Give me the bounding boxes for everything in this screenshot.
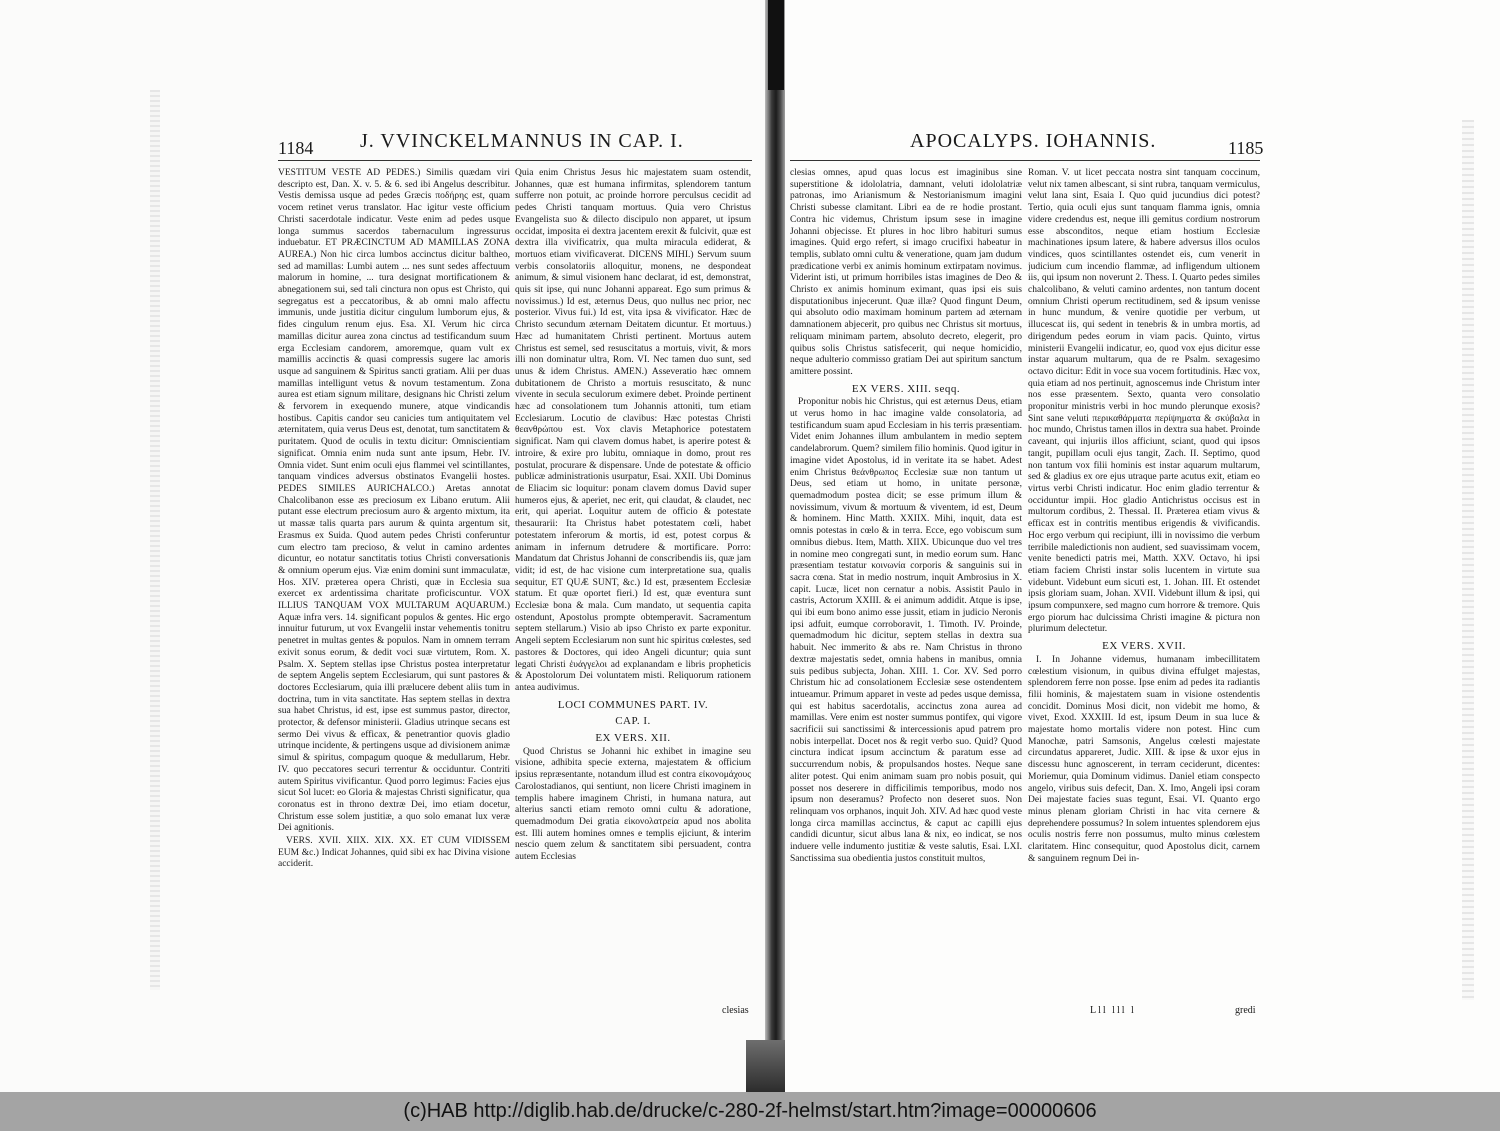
section-heading: EX VERS. XII. [595, 732, 671, 745]
section-heading: LOCI COMMUNES PART. IV. [557, 698, 709, 711]
paragraph: Roman. V. ut licet peccata nostra sint tanquam coccinum, velut nix tamen albescant, si sint rubra, tanquam vermiculus, velut lana sint, Esaia I. Quo quid jucundius dici potest? Tertio, quia oculi ejus sunt tanquam flamma ignis, omnia videre credendus est, neque illi gemitus cordium nostrorum esse absconditos, neque etiam hostium Ecclesiæ machinationes ipsum latere, & habere adversus illos oculos vindices, quos scintillantes ostendet eis, cum venerit in judicium cum incendio flammæ, ad infligendum ultionem iis, qui ipsum non noverunt 2. Thess. I. Quarto pedes similes chalcolibano, & veluti camino ardentes, non tantum docent omnium Christi operum rectitudinem, sed & ipsum venisse in hunc mundum, & venire quotidie per verbum, ut illucescat iis, qui sedent in tenebris & in umbra mortis, ad dirigendum pedes eorum in viam pacis. Quinto, virtus ministerii Evangelii indicatur, eo, quod vox ejus dicitur esse instar aquarum multarum, qua de re Psalm. sexagesimo octavo dicitur: Edit in voce sua vocem fortitudinis. Hæc vox, quia etiam ad nos pertinuit, agnoscemus inde Christum inter nos esse præsentem. Sexto, quanta vero consolatio proponitur ministris verbi in hoc mundo plerunque exosis? Sint sane veluti περικαθάρματα περίψηματα & σκύβαλα in hoc mundo, Christus tamen illos in dextra sua habet. Proinde caveant, qui injuriis illos afficiunt, sciant, quod qui ipsos tangit, pupillam oculi ejus tangit, Zach. II. Septimo, quod non tantum vox filii hominis est instar aquarum multarum, sed & gladius ex ore ejus utraque parte acutus exit, etiam eo virtus verbi Christi indicatur. Hoc enim gladio terrentur & occiduntur impii. Hoc gladio Antichristus occisus est in multorum cordibus, 2. Thessal. II. Præterea etiam vivus & efficax est in contritis mentibus erigendis & vivificandis. Hoc ergo verbum qui recipiunt, illi in novissimo die verbum terribile maledictionis non audient, sed suavissimam vocem, venite benedicti patris mei, Matth. XXV. Octavo, hi ipsi etiam faciem Christi instar solis lucentem in virtute sua videbunt. Videbunt eum sicuti est, 1. Johan. III. Et ostendet ipsis gloriam suam, Johan. XVII. Videbunt illum & ipsi, qui ipsum compunxere, sed magno cum horrore & tremore. Quis ergo piorum hac dulcissima Christi imagine & pictura non plurimum delectetur. [1028, 168, 1260, 635]
right-column-2 [1028, 168, 1260, 1003]
right-running-head: APOCALYPS. IOHANNIS. [910, 130, 1157, 152]
book-gutter [765, 0, 787, 1092]
right-catchword: gredi [1235, 1005, 1256, 1016]
paragraph: Proponitur nobis hic Christus, qui est æternus Deus, etiam ut verus homo in hac imagine valde consolatoria, ad testificandum suam apud Ecclesiam in his terris præsentiam. Videt enim Johannes illum ambulantem in medio septem candelabrorum. Quem? similem filio hominis. Quod igitur in imagine videt Apostolus, id in veritate ita se habet. Adest enim Christus θεάνθρωπος Ecclesiæ suæ non tantum ut Deus, sed etiam ut homo, in unitate personæ, quemadmodum postea dicit; se esse primum illum & novissimum, vivum & mortuum & viventem, id est, Deum & hominem. Hinc Matth. XXIIX. Mihi, inquit, data est omnis potestas in cœlo & in terra. Ecce, ego vobiscum sum omnibus diebus. Item, Matth. XIIX. Ubicunque duo vel tres in nomine meo congregati sunt, in medio eorum sum. Hanc præsentiam testatur κοινωνία corporis & sanguinis sui in sacra cœna. Stat in medio nostrum, inquit Ambrosius in X. capit. Lucæ, licet non cernatur a nobis. Assistit Paulo in castris, Actorum XXIII. & ei animum addidit. Atque is ipse, qui ibi eum bono animo esse jussit, etiam in judicio Neronis ipsi adfuit, eumque corroboravit, 1. Timoth. IV. Proinde, quemadmodum hic dicitur, septem stellas in dextra sua habuit. Nec immerito & abs re. Nam Christus in throno dextræ majestatis sedet, omnia habens in manibus, omnia suis pedibus subjecta, Johan. XIII. 1. Cor. XV. Sed porro Christum hic ad consolationem Ecclesiæ sese ostendentem intueamur. Primum apparet in veste ad pedes usque demissa, qui est habitus sacerdotalis, accinctus zona aurea ad mamillas. Vere enim est noster summus pontifex, qui vigore sacrificii sui sanctissimi & intercessionis apud patrem pro nobis interpellat. Docet nos & regit verbo suo. Quid? Quod cinctura indicat ipsum accinctum & paratum esse ad succurrendum nobis, & propulsandos hostes. Neque sane aliter potest. Qui enim animam suam pro nobis posuit, qui posset nos deserere in difficilimis temporibus, modo nos ipsum non deseramus? Profecto non deseret suos. Non relinquam vos orphanos, inquit Joh. XIV. Ad hæc quod veste longa circa mamillas accinctus, & caput ac capilli ejus candidi dicuntur, sicut albus lana & nix, eo indicat, se nos induere velle indumento justitiæ & veste salutis, Esai. LXI. Sanctissima sua obedientia justos constituit multos, [790, 397, 1022, 864]
paragraph: Quia enim Christus Jesus hic majestatem suam ostendit, Johannes, quæ est humana infirmitas, splendorem tantum sufferre non potuit, ac proinde horrore perculsus cecidit ad pedes Christi tanquam mortuus. Quia vero Christus Evangelista suo & dilecto discipulo non apparet, ut ipsum occidat, imposita ei dextra jacentem erexit & fulcivit, quæ est dextra illa vivificatrix, qua multa miracula ediderat, & mortuos etiam vivificaverat. DICENS MIHI.) Servum suum verbis consolatoriis alloquitur, monens, ne despondeat animum, & simul visionem hanc declarat, id est, demonstrat, quis sit ipse, qui nunc Johanni appareat. Ego sum primus & novissimus.) Id est, æternus Deus, quo nullus nec prior, nec posterior. Vivus fui.) Id est, vita ipsa & vivificator. Hæc de Christo secundum æternam Deitatem dicuntur. Et mortuus.) Hæc ad humanitatem Christi pertinent. Mortuus autem Christus est semel, sed resuscitatus a mortuis, vivit, & mors illi non dominatur ultra, Rom. VI. Nec tamen duo sunt, sed unus & idem Christus. AMEN.) Asseveratio hæc omnem dubitationem de Christo a mortuis resuscitato, & nunc vivente in secula seculorum eximere debet. Proinde pertinent hæc ad consolationem tum Johannis attoniti, tum etiam Ecclesiarum. Locutio de clavibus: Hæc potestas Christi θεανθρώπου est. Vox clavis Metaphorice potestatem significat. Nam qui clavem domus habet, is aperire potest & introire, & exire pro lubitu, omniaque in domo, prout res postulat, procurare & dispensare. Unde de potestate & officio publicæ administrationis usurpatur, Esai. XXII. Ubi Dominus de Eliacim sic loquitur: ponam clavem domus David super humeros ejus, & aperiet, nec erit, qui claudat, & claudet, nec erit, qui aperiat. Loquitur autem de officio & potestate thesaurarii: Ita Christus habet potestatem cœli, habet potestatem inferorum & mortis, id est, potest corpus & animam in infernum detrudere & mortificare. Porro: Mandatum dat Christus Johanni de conscribendis iis, quæ jam vidit; id est, de hac visione cum interpretatione sua, qualis sequitur, ET QUÆ SUNT, &c.) Id est, præsentem Ecclesiæ statum. Et quæ oportet fieri.) Id est, quæ eventura sunt Ecclesiæ bona & mala. Cum mandato, ut sequentia capita ostendunt, Apostolus prompte obtemperavit. Sacramentum septem stellarum.) Visio ab ipso Christo ex parte exponitur. Angeli septem Ecclesiarum non sunt hic spiritus cœlestes, sed pastores & Doctores, qui ideo Angeli dicuntur; quia sunt legati Christi ἐυάγγελοι ad explanandam e libris propheticis & Apostolorum Dei voluntatem misti. Reliquorum rationem antea audivimus. [515, 168, 751, 693]
left-column-2 [515, 168, 751, 983]
left-page-number: 1184 [278, 138, 314, 158]
left-column-1 [278, 168, 510, 983]
right-page [785, 0, 1500, 1092]
left-running-head: J. VVINCKELMANNUS IN CAP. I. [360, 130, 684, 152]
section-heading: EX VERS. XIII. seqq. [851, 382, 961, 395]
page-edge-right [1462, 120, 1474, 1000]
binding-clip-top [768, 0, 784, 90]
signature-mark: Lll lll l [1090, 1005, 1136, 1016]
left-page [0, 0, 767, 1092]
section-heading: EX VERS. XVII. [1102, 640, 1186, 653]
section-heading: CAP. I. [615, 715, 651, 728]
paragraph: VERS. XVII. XIIX. XIX. XX. ET CUM VIDISSEM EUM &c.) Indicat Johannes, quid sibi ex hac Divina visione acciderit. [278, 836, 510, 870]
paragraph: VESTITUM VESTE AD PEDES.) Similis quædam viri descripto est, Dan. X. v. 5. & 6. sed ibi Angelus describitur. Vestis demissa usque ad pedes Græcis ποδήρης est, quam vocem retinet verus translator. Hac igitur veste officium Christi sacerdotale indicatur. Veste enim ad pedes usque longa summus sacerdos tabernaculum ingressurus induebatur. ET PRÆCINCTUM AD MAMILLAS ZONA AUREA.) Non hic circa lumbos accinctus dicitur baltheo, sed ad mamillas: Lumbi autem ... nes sunt sedes affectuum malorum in homine, ... tura designat mortificationem & abnegationem sui, sed tali cinctura non opus est Christo, qui segregatus est a peccatoribus, & ab omni malo affectu immunis, unde justitia dicitur cingulum lumborum ejus, & fides cingulum renum ejus. Esa. XI. Verum hic circa mamillas dicitur aurea zona cinctus ad testificandum suum erga Ecclesiam candorem, amoremque, quam vult ex mamillis accinctis & quasi compressis sugere lac amoris usque ad sanguinem & Spiritus sancti gratiam. Alii per duas mamillas intelligunt vetus & novum testamentum. Zona aurea est etiam signum militare, designans hic Christi zelum & fervorem in exequendo munere, atque vindicandis hostibus. Capitis candor seu canicies tum antiquitatem vel æternitatem, quia verus Deus est, denotat, tum sanctitatem & puritatem. Quod de oculis in textu dicitur: Omniscientiam significat. Omnia enim nuda sunt ante ipsum, Hebr. IV. Omnia videt. Sunt enim oculi ejus flammei vel scintillantes, tanquam vindices adversus obstinatos Evangelii hostes. PEDES SIMILES AURICHALCO.) Aretas annotat Chalcolibanon esse æs preciosum ex Libano erutum. Alii putant esse electrum preciosum auro & argento mixtum, ita ut massæ talis quarta pars aurum & quinta argentum sit, Erasmus ex Suida. Quod autem pedes Christi conferuntur cum electro tam precioso, & velut in camino ardentes dicuntur, eo notatur sanctitatis totius Christi conversationis & omnium operum ejus. Viæ enim domini sunt immaculatæ, Hos. XIV. præterea opera Christi, quæ in Ecclesia sua exercet ex ardentissima charitate proficiscuntur. VOX ILLIUS TANQUAM VOX MULTARUM AQUARUM.) Aquæ infra vers. 14. significant populos & gentes. Hic ergo innuitur futurum, ut vox Evangelii instar vehementis tonitru penetret in multas gentes & populos. Nam in omnem terram exivit sonus eorum, & dedit voci suæ virtutem, Rom. X. Psalm. X. Septem stellas ipse Christus postea interpretatur de septem Angelis septem Ecclesiarum, qui sunt pastores & doctores Ecclesiarum, quia illi prælucere debent aliis tum in doctrina, tum in vita sanctitate. Has septem stellas in dextra sua habet Christus, id est, ipse est summus pastor, director, protector, & defensor ministerii. Gladius utrinque secans est sermo Dei vivus & efficax, & penetrantior quovis gladio utrinque incidente, & pertingens usque ad divisionem animæ simul & spiritus, compagum quoque & medullarum, Hebr. IV. quo peccatores securi terrentur & occiduntur. Contriti autem Spiritus vivificantur. Quod porro legimus: Facies ejus sicut Sol lucet: eo Gloria & majestas Christi significatur, qua coronatus est in throno dextræ Dei, imo etiam docetur, Christum esse solem justitiæ, a quo solo emanat lux veræ Dei agnitionis. [278, 168, 510, 834]
paragraph: Quod Christus se Johanni hic exhibet in imagine seu visione, adhibita specie externa, majestatem & officium ipsius repræsentante, notandum illud est contra εἰκονομάχους Carolostadianos, qui sentiunt, non licere Christi imaginem in templis habere imaginem Christi, in humana natura, aut alterius sancti etiam remoto omni cultu & adoratione, quemadmodum Dei gratia εἰκονολατρεία apud nos abolita est. Illi autem homines omnes e templis ejiciunt, & interim nescio quem zelum & sanctitatem sibi persuadent, contra autem Ecclesias [515, 746, 751, 863]
paragraph: clesias omnes, apud quas locus est imaginibus sine superstitione & idololatria, damnant, veluti idololatriæ patronas, imo Arianismum & Nestorianismum imagini Christi subesse clamitant. Libri ea de re hodie prostant. Contra hic videmus, Christum ipsum sese in imagine Johanni objecisse. Et plures in hoc libro habituri sumus imagines. Quid ergo refert, si imago crucifixi habeatur in templis, sublato omni cultu & veneratione, quam jam dudum prædicatione verbi ex animis hominum extirpatam novimus. Viderint isti, ut primum horribiles istas imagines de Deo & Christo ex animis hominum eximant, quas ipsi eis suis disputationibus injecerunt. Quæ illæ? Quod fingunt Deum, qui absoluto odio maximam hominum partem ad æternam damnationem abjecerit, pro quibus nec Christus sit mortuus, reliquam minimam partem, absoluto decreto, elegerit, pro quibus solis Christus satisfecerit, qui neque homicidio, neque adulterio commisso gratiam Dei aut spiritum sanctum amittere possint. [790, 168, 1022, 377]
footer-credit-bar [0, 1092, 1500, 1131]
page-edge-left [150, 90, 160, 990]
right-column-1 [790, 168, 1022, 1003]
left-catchword: clesias [722, 1005, 749, 1016]
left-header-rule [278, 160, 752, 161]
paragraph: I. In Johanne videmus, humanam imbecillitatem cœlestium visionum, in quibus divina effulget majestas, splendorem ferre non posse. Ipse enim ad pedes ita radiantis filii hominis, & majestatem suam in visione ostendentis concidit. Dominus Mosi dicit, non videbit me homo, & vivet, Exod. XXXIII. Id est, ipsum Deum in sua luce & majestate homo mortalis videre non potest. Hinc cum Manochæ, patri Samsonis, Angelus cœlesti majestate circundatus appareret, Judic. XIII. & ipse & uxor ejus in discessu hunc agnoscerent, in terram ceciderunt, dicentes: Moriemur, quia Dominum vidimus. Daniel etiam conspecto angelo, viribus suis defecit, Dan. X. Imo, Angeli ipsi coram Dei majestate facies suas tegunt, Esai. VI. Quanto ergo minus plenam gloriam Christi in hac vita cernere & deprehendere possumus? In solem intuentes splendorem ejus oculis nostris ferre non possumus, multo minus cœlestem claritatem. Hinc consequitur, quod Apostolus dicit, carnem & sanguinem regnum Dei in- [1028, 654, 1260, 864]
right-header-rule [790, 160, 1260, 161]
right-page-number: 1185 [1228, 138, 1264, 158]
footer-credit: (c)HAB http://diglib.hab.de/drucke/c-280-2f-helmst/start.htm?image=00000606 [403, 1100, 1097, 1122]
